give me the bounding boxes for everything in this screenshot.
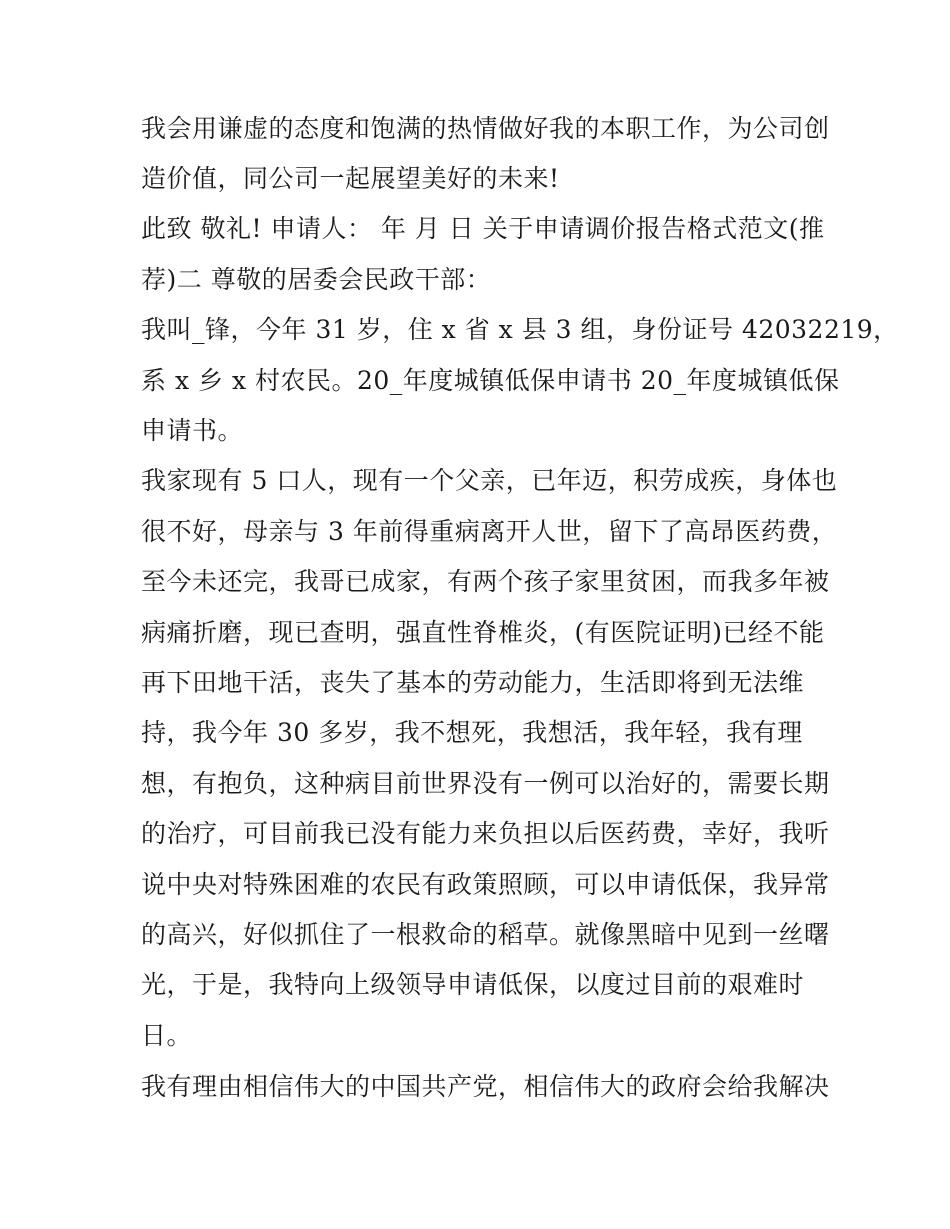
text-line: 造价值，同公司一起展望美好的未来! xyxy=(141,164,560,193)
text-line: 的治疗，可目前我已没有能力来负担以后医药费，幸好，我听 xyxy=(141,819,830,848)
text-line: 我叫_锋，今年 31 岁，住 x 省 x 县 3 组，身份证号 42032219， xyxy=(141,315,899,344)
text-line: 持，我今年 30 多岁，我不想死，我想活，我年轻，我有理 xyxy=(141,718,803,747)
text-line: 此致 敬礼! 申请人： 年 月 日 关于申请调价报告格式范文(推 xyxy=(141,214,825,243)
text-line: 至今未还完，我哥已成家，有两个孩子家里贫困，而我多年被 xyxy=(141,567,830,596)
text-line: 日。 xyxy=(141,1021,193,1050)
text-line: 光，于是，我特向上级领导申请低保，以度过目前的艰难时 xyxy=(141,970,805,999)
text-line: 我家现有 5 口人，现有一个父亲，已年迈，积劳成疾，身体也 xyxy=(141,466,838,495)
text-line: 系 x 乡 x 村农民。20_年度城镇低保申请书 20_年度城镇低保 xyxy=(141,366,840,395)
text-line: 说中央对特殊困难的农民有政策照顾，可以申请低保，我异常 xyxy=(141,870,830,899)
text-line: 再下田地干活，丧失了基本的劳动能力，生活即将到无法维 xyxy=(141,668,805,697)
text-line: 我会用谦虚的态度和饱满的热情做好我的本职工作，为公司创 xyxy=(141,114,830,143)
text-line: 荐)二 尊敬的居委会民政干部： xyxy=(141,265,492,294)
text-line: 很不好，母亲与 3 年前得重病离开人世，留下了高昂医药费， xyxy=(141,517,838,546)
text-line: 病痛折磨，现已查明，强直性脊椎炎，(有医院证明)已经不能 xyxy=(141,618,825,647)
text-line: 我有理由相信伟大的中国共产党，相信伟大的政府会给我解决 xyxy=(141,1072,830,1101)
text-line: 的高兴，好似抓住了一根救命的稻草。就像黑暗中见到一丝曙 xyxy=(141,920,830,949)
text-line: 申请书。 xyxy=(141,416,244,445)
text-line: 想，有抱负，这种病目前世界没有一例可以治好的，需要长期 xyxy=(141,769,830,798)
